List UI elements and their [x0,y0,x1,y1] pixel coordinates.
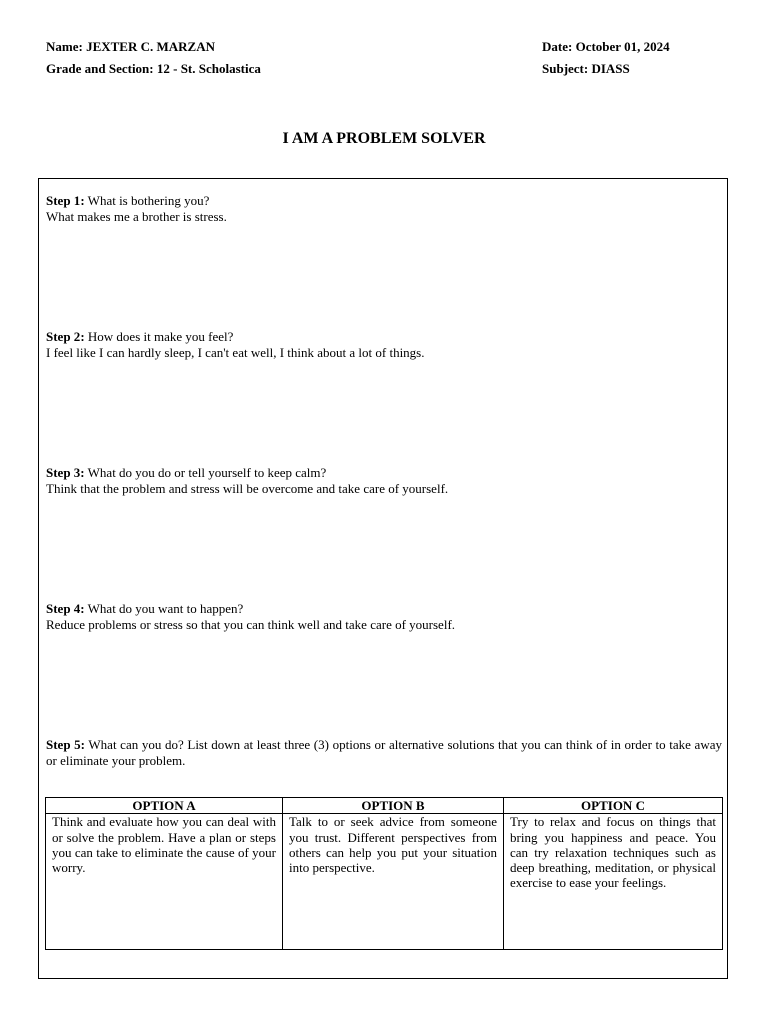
step-answer: I feel like I can hardly sleep, I can't eat well, I think about a lot of things. [46,344,425,360]
grade-section [46,61,261,77]
step-1 [46,193,722,224]
step-question-text: What do you do or tell yourself to keep calm? [84,465,327,480]
option-a-text: Think and evaluate how you can deal with or solve the problem. Have a plan or steps you can take to eliminate the cause of your worry. [46,814,283,950]
step-question [46,465,722,481]
date-label: Date: [542,39,573,54]
page-title: I AM A PROBLEM SOLVER [282,130,486,147]
step-2 [46,329,722,360]
subject-value: DIASS [591,61,630,76]
step-question-text: How does it make you feel? [84,329,234,344]
option-c-text: Try to relax and focus on things that bring you happiness and peace. You can try relaxation techniques such as deep breathing, meditation, or physical exercise to ease your feelings. [504,814,723,950]
step-answer: Reduce problems or stress so that you can think well and take care of yourself. [46,616,456,632]
step-5 [46,737,722,768]
option-c-header: OPTION C [504,798,723,814]
options-content-row [46,814,723,950]
name-value: JEXTER C. MARZAN [86,39,215,54]
step-label: Step 3: [46,465,85,480]
date [542,39,670,55]
step-label: Step 2 [46,329,81,344]
step-question [46,329,722,345]
step-question-text: What is bothering you? [84,193,210,208]
subject [542,61,630,77]
step-question [46,193,722,209]
options-header-row [46,798,723,814]
option-b-text: Talk to or seek advice from someone you trust. Different perspectives from others can help you put your situation into perspective. [283,814,504,950]
options-table [45,797,723,950]
step-label: Step 5: [46,737,86,752]
step-question [46,737,722,768]
subject-label: Subject: [542,61,589,76]
step-question-text: What do you want to happen? [84,601,244,616]
step-label: Step 1 [46,193,81,208]
grade-value: 12 - St. Scholastica [156,61,261,76]
step-question-text: What can you do? List down at least three (3) options or alternative solutions that you can think of in order to take away or eliminate your problem. [46,737,722,768]
option-b-header: OPTION B [283,798,504,814]
step-label: Step 4: [46,601,85,616]
name-label: Name: [46,39,83,54]
step-answer: What makes me a brother is stress. [46,208,227,224]
option-a-header: OPTION A [46,798,283,814]
grade-label: Grade and Section: [46,61,154,76]
step-3 [46,465,722,496]
step-label-sep: : [80,329,85,344]
step-4 [46,601,722,632]
step-answer: Think that the problem and stress will be overcome and take care of yourself. [46,480,449,496]
step-question [46,601,722,617]
student-name [46,39,215,55]
step-label-sep: : [80,193,85,208]
date-value: October 01, 2024 [575,39,670,54]
